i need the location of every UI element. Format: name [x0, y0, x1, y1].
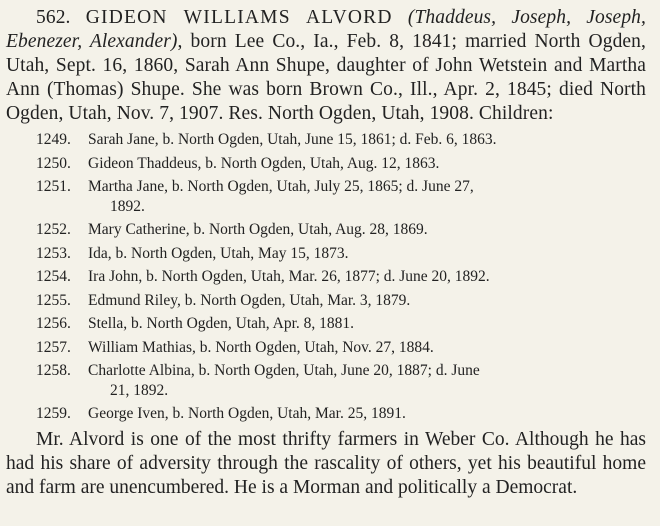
child-number: 1249.: [36, 131, 71, 148]
child-number: 1257.: [36, 338, 71, 356]
child-number: 1255.: [36, 291, 71, 309]
child-text: [86, 338, 646, 358]
child-number: 1258.: [36, 362, 71, 379]
child-item: [6, 361, 646, 400]
child-number: 1253.: [36, 244, 71, 262]
child-text: [86, 130, 646, 150]
child-number: 1259.: [36, 405, 71, 422]
child-details: Stella, b. North Ogden, Utah, Apr. 8, 1881.: [88, 315, 355, 332]
child-details: George Iven, b. North Ogden, Utah, Mar. 25, 1891.: [88, 405, 406, 422]
child-number: 1251.: [36, 178, 71, 195]
child-details: Charlotte Albina, b. North Ogden, Utah, June 20, 1887; d. June: [88, 362, 480, 379]
entry-lineage: (Thaddeus, Joseph, Joseph, Ebenezer, Alexander): [6, 7, 646, 52]
child-text: [86, 291, 646, 311]
child-item: [6, 267, 646, 287]
child-details: Gideon Thaddeus, b. North Ogden, Utah, Aug. 12, 1863.: [88, 154, 440, 172]
child-item: [6, 404, 646, 424]
child-text: [86, 267, 646, 287]
child-details: Martha Jane, b. North Ogden, Utah, July 25, 1865; d. June 27,: [88, 178, 474, 195]
child-details: Sarah Jane, b. North Ogden, Utah, June 15, 1861; d. Feb. 6, 1863.: [88, 131, 497, 148]
child-text: [86, 244, 646, 264]
child-details: William Mathias, b. North Ogden, Utah, Nov. 27, 1884.: [88, 338, 434, 356]
child-continuation: 21, 1892.: [110, 381, 169, 399]
child-number: 1254.: [36, 268, 71, 285]
child-text: [86, 361, 646, 400]
child-number: 1256.: [36, 315, 71, 332]
child-text: [86, 404, 646, 424]
child-item: [6, 291, 646, 311]
entry-paragraph: [6, 6, 646, 126]
child-number: 1252.: [36, 221, 71, 238]
child-item: [6, 244, 646, 264]
child-continuation: 1892.: [110, 197, 145, 215]
child-details: Mary Catherine, b. North Ogden, Utah, Aug. 28, 1869.: [88, 221, 428, 238]
entry-text: , born Lee Co., Ia., Feb. 8, 1841; married North Ogden, Utah, Sept. 16, 1860, Sarah Ann Shupe, daughter of John Wetstein and Martha Ann (Thomas) Shupe. She was born Brown Co., Ill., Apr. 2, 1845; died North Ogden, Utah, Nov. 7, 1907. Res. North Ogden, Utah, 1908. Children:: [6, 31, 647, 124]
child-item: [6, 177, 646, 216]
child-number: 1250.: [36, 154, 71, 172]
closing-paragraph: Mr. Alvord is one of the most thrifty farmers in Weber Co. Although he has had his share of adversity through the rascality of others, yet his beautiful home and farm are unencumbered. He is a Morman and politically a Democrat.: [6, 428, 646, 498]
child-details: Ira John, b. North Ogden, Utah, Mar. 26, 1877; d. June 20, 1892.: [88, 268, 490, 285]
child-details: Ida, b. North Ogden, Utah, May 15, 1873.: [88, 244, 349, 262]
child-item: [6, 130, 646, 150]
child-details: Edmund Riley, b. North Ogden, Utah, Mar. 3, 1879.: [88, 291, 411, 309]
child-item: [6, 338, 646, 358]
entry-name: GIDEON WILLIAMS ALVORD: [85, 7, 393, 28]
children-list: [6, 130, 646, 424]
child-text: [86, 314, 646, 334]
child-text: [86, 177, 646, 216]
child-item: [6, 314, 646, 334]
child-item: [6, 220, 646, 240]
child-text: [86, 220, 646, 240]
child-item: [6, 154, 646, 174]
child-text: [86, 154, 646, 174]
entry-number: 562.: [36, 7, 71, 28]
